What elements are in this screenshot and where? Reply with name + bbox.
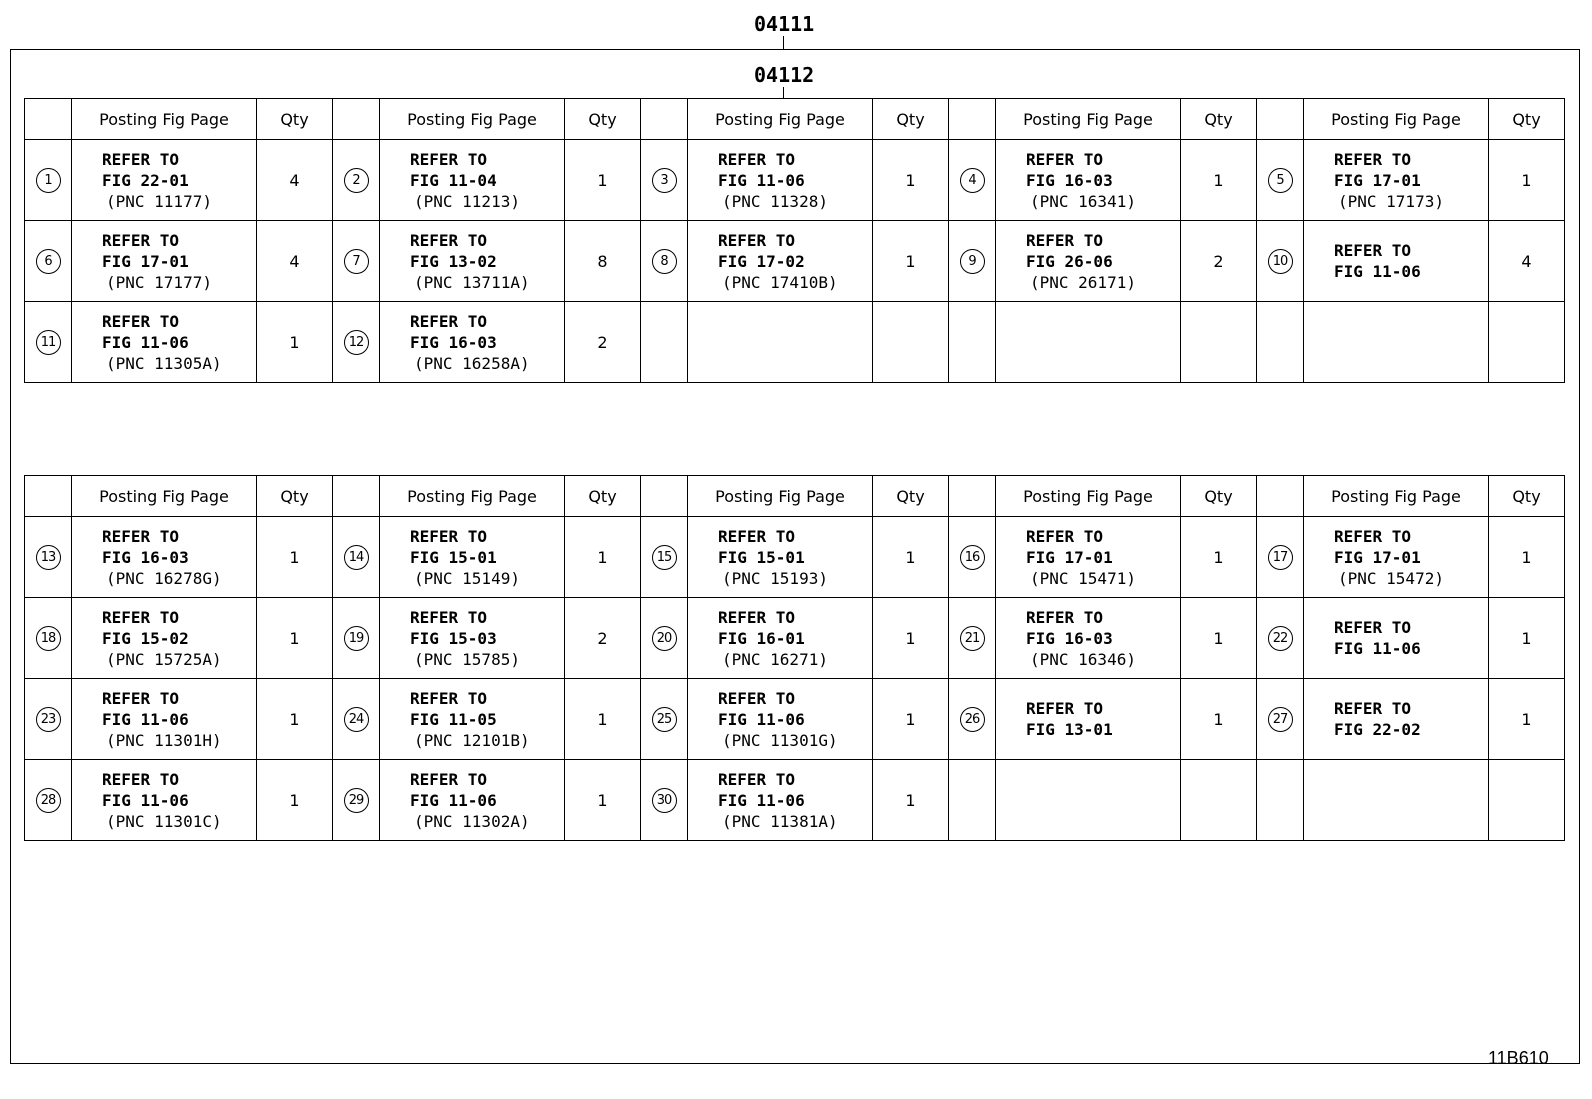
figure-reference [410,769,530,832]
figure-number: FIG 11-06 [102,790,189,810]
figure-number: FIG 16-03 [410,332,497,352]
figure-reference-cell [380,221,565,302]
pnc-number: (PNC 26171) [1030,272,1136,292]
item-number-cell [333,598,380,679]
reference-label: REFER TO [718,769,796,789]
header-blank [949,476,996,517]
item-number-badge: 18 [36,626,61,651]
figure-reference [102,607,222,670]
figure-number: FIG 16-03 [1026,170,1113,190]
figure-number: FIG 15-01 [410,547,497,567]
header-blank [1257,476,1304,517]
figure-reference [410,607,520,670]
item-number-cell [1257,760,1304,841]
pnc-number: (PNC 15193) [722,568,828,588]
item-number-cell [1257,302,1304,383]
quantity-cell: 1 [1181,140,1257,221]
figure-reference [1026,698,1113,740]
quantity-cell: 1 [257,760,333,841]
reference-label: REFER TO [1334,618,1412,637]
quantity-cell: 4 [1489,221,1565,302]
item-number-cell [25,140,72,221]
figure-reference [102,149,212,212]
header-qty: Qty [873,99,949,140]
figure-reference [410,149,520,212]
pnc-number: (PNC 17410B) [722,272,838,292]
pnc-number: (PNC 13711A) [414,272,530,292]
figure-number: FIG 26-06 [1026,251,1113,271]
quantity-cell: 4 [257,221,333,302]
reference-label: REFER TO [718,149,796,169]
item-number-cell [333,679,380,760]
header-fig-page: Posting Fig Page [1304,99,1489,140]
quantity-cell: 1 [1489,598,1565,679]
item-number-cell [1257,598,1304,679]
quantity-cell: 1 [1181,679,1257,760]
header-qty: Qty [257,99,333,140]
quantity-cell: 1 [873,760,949,841]
item-number-cell [949,760,996,841]
item-number-badge: 13 [36,545,61,570]
figure-reference-cell [380,302,565,383]
item-number-cell [1257,221,1304,302]
reference-label: REFER TO [1026,699,1104,718]
figure-reference [1334,698,1421,740]
figure-number: FIG 17-02 [718,251,805,271]
item-number-badge: 2 [344,168,369,193]
item-number-cell [25,221,72,302]
reference-label: REFER TO [1334,149,1412,169]
reference-label: REFER TO [410,769,488,789]
quantity-cell: 1 [565,517,641,598]
quantity-cell: 1 [565,679,641,760]
header-fig-page: Posting Fig Page [688,476,873,517]
item-number-cell [641,302,688,383]
pnc-number: (PNC 11302A) [414,811,530,831]
item-number-cell [333,221,380,302]
figure-reference-cell [996,679,1181,760]
figure-reference-cell [72,302,257,383]
figure-reference-cell [72,140,257,221]
item-number-cell [949,221,996,302]
quantity-cell: 4 [257,140,333,221]
figure-reference-cell [380,598,565,679]
item-number-badge: 20 [652,626,677,651]
pnc-number: (PNC 16346) [1030,649,1136,669]
item-number-cell [949,679,996,760]
figure-number: FIG 15-01 [718,547,805,567]
figure-reference [410,230,530,293]
reference-label: REFER TO [718,230,796,250]
figure-number: FIG 11-06 [718,709,805,729]
figure-reference-cell [1304,302,1489,383]
figure-reference-cell [380,140,565,221]
figure-number: FIG 17-01 [1026,547,1113,567]
header-blank [641,476,688,517]
figure-reference-cell [996,221,1181,302]
figure-reference-cell [72,679,257,760]
figure-reference [1334,617,1421,659]
item-number-cell [333,517,380,598]
item-number-badge: 23 [36,707,61,732]
figure-reference [718,149,828,212]
item-number-badge: 26 [960,707,985,732]
item-number-badge: 3 [652,168,677,193]
pnc-number: (PNC 11301H) [106,730,222,750]
figure-number: FIG 11-06 [410,790,497,810]
quantity-cell [1489,760,1565,841]
reference-label: REFER TO [1026,526,1104,546]
figure-reference-cell [1304,140,1489,221]
header-qty: Qty [1181,476,1257,517]
pnc-number: (PNC 12101B) [414,730,530,750]
item-number-cell [949,517,996,598]
pnc-number: (PNC 16271) [722,649,828,669]
quantity-cell: 1 [565,760,641,841]
reference-label: REFER TO [410,230,488,250]
reference-label: REFER TO [1026,230,1104,250]
item-number-badge: 7 [344,249,369,274]
quantity-cell: 1 [1489,517,1565,598]
figure-reference [102,769,222,832]
figure-reference [1334,149,1444,212]
figure-number: FIG 16-01 [718,628,805,648]
figure-reference-cell [996,598,1181,679]
figure-reference-cell [688,679,873,760]
figure-reference-cell [688,221,873,302]
reference-label: REFER TO [102,526,180,546]
figure-reference [410,311,530,374]
figure-number: FIG 13-01 [1026,720,1113,739]
quantity-cell: 1 [873,221,949,302]
item-number-cell [641,517,688,598]
header-blank [25,99,72,140]
parts-table-bottom [24,475,1565,841]
figure-number: FIG 17-01 [1334,170,1421,190]
item-number-badge: 27 [1268,707,1293,732]
reference-label: REFER TO [718,607,796,627]
figure-reference-cell [688,140,873,221]
figure-number: FIG 17-01 [102,251,189,271]
figure-reference [1334,526,1444,589]
reference-label: REFER TO [410,607,488,627]
item-number-cell [641,221,688,302]
quantity-cell: 1 [873,598,949,679]
figure-number: FIG 11-04 [410,170,497,190]
reference-label: REFER TO [410,688,488,708]
figure-reference [102,688,222,751]
figure-reference-cell [1304,760,1489,841]
figure-reference [102,230,212,293]
pnc-number: (PNC 11213) [414,191,520,211]
figure-reference [1026,149,1136,212]
item-number-cell [641,760,688,841]
header-fig-page: Posting Fig Page [72,99,257,140]
pnc-number: (PNC 15149) [414,568,520,588]
quantity-cell: 1 [257,598,333,679]
quantity-cell: 1 [257,302,333,383]
reference-label: REFER TO [102,769,180,789]
figure-number: FIG 15-02 [102,628,189,648]
reference-label: REFER TO [102,688,180,708]
pnc-number: (PNC 11177) [106,191,212,211]
pnc-number: (PNC 11381A) [722,811,838,831]
header-fig-page: Posting Fig Page [1304,476,1489,517]
pnc-number: (PNC 15472) [1338,568,1444,588]
quantity-cell: 2 [1181,221,1257,302]
figure-reference-cell [996,302,1181,383]
item-number-cell [949,598,996,679]
figure-reference-cell [688,517,873,598]
assembly-code-sub: 04112 [754,63,815,87]
assembly-code-main: 04111 [754,12,815,36]
item-number-badge: 1 [36,168,61,193]
item-number-badge: 12 [344,330,369,355]
figure-number: FIG 22-01 [102,170,189,190]
item-number-cell [25,598,72,679]
pnc-number: (PNC 16278G) [106,568,222,588]
header-blank [333,476,380,517]
item-number-cell [25,302,72,383]
leader-line-main [783,36,784,49]
header-qty: Qty [257,476,333,517]
item-number-cell [1257,140,1304,221]
item-number-cell [25,679,72,760]
figure-reference [410,688,530,751]
quantity-cell: 1 [873,679,949,760]
item-number-badge: 10 [1268,249,1293,274]
item-number-cell [25,760,72,841]
figure-reference [718,769,838,832]
figure-reference-cell [996,140,1181,221]
item-number-cell [333,140,380,221]
quantity-cell: 2 [565,598,641,679]
pnc-number: (PNC 16258A) [414,353,530,373]
item-number-badge: 16 [960,545,985,570]
pnc-number: (PNC 11328) [722,191,828,211]
figure-reference [102,311,222,374]
header-blank [25,476,72,517]
quantity-cell: 1 [1181,598,1257,679]
figure-number: FIG 17-01 [1334,547,1421,567]
reference-label: REFER TO [102,230,180,250]
pnc-number: (PNC 15471) [1030,568,1136,588]
header-qty: Qty [873,476,949,517]
item-number-badge: 5 [1268,168,1293,193]
header-fig-page: Posting Fig Page [996,99,1181,140]
header-qty: Qty [1489,99,1565,140]
figure-reference [1026,607,1136,670]
figure-number: FIG 16-03 [102,547,189,567]
pnc-number: (PNC 17173) [1338,191,1444,211]
quantity-cell: 1 [1489,140,1565,221]
pnc-number: (PNC 17177) [106,272,212,292]
header-fig-page: Posting Fig Page [688,99,873,140]
item-number-badge: 29 [344,788,369,813]
figure-reference [1026,526,1136,589]
header-blank [641,99,688,140]
reference-label: REFER TO [102,607,180,627]
figure-number: FIG 11-06 [718,170,805,190]
quantity-cell: 1 [1181,517,1257,598]
pnc-number: (PNC 16341) [1030,191,1136,211]
header-qty: Qty [1181,99,1257,140]
header-blank [1257,99,1304,140]
header-fig-page: Posting Fig Page [380,476,565,517]
figure-reference [102,526,222,589]
item-number-badge: 17 [1268,545,1293,570]
item-number-badge: 9 [960,249,985,274]
header-blank [949,99,996,140]
item-number-badge: 24 [344,707,369,732]
item-number-cell [641,140,688,221]
reference-label: REFER TO [410,526,488,546]
header-qty: Qty [565,99,641,140]
header-fig-page: Posting Fig Page [72,476,257,517]
figure-reference-cell [72,517,257,598]
figure-reference-cell [380,679,565,760]
item-number-cell [1257,517,1304,598]
pnc-number: (PNC 11301C) [106,811,222,831]
reference-label: REFER TO [410,149,488,169]
figure-reference [718,526,828,589]
quantity-cell [1489,302,1565,383]
item-number-badge: 25 [652,707,677,732]
item-number-cell [949,302,996,383]
figure-reference-cell [688,760,873,841]
header-qty: Qty [565,476,641,517]
item-number-cell [1257,679,1304,760]
quantity-cell: 1 [1489,679,1565,760]
figure-reference-cell [996,760,1181,841]
parts-table-top [24,98,1565,383]
reference-label: REFER TO [718,688,796,708]
figure-reference-cell [1304,598,1489,679]
figure-reference-cell [688,598,873,679]
item-number-badge: 15 [652,545,677,570]
item-number-badge: 14 [344,545,369,570]
illustration-number: 11B610 [1488,1048,1549,1068]
figure-reference-cell [688,302,873,383]
reference-label: REFER TO [1334,526,1412,546]
quantity-cell: 1 [257,517,333,598]
reference-label: REFER TO [718,526,796,546]
figure-reference-cell [72,221,257,302]
item-number-badge: 21 [960,626,985,651]
figure-reference-cell [380,760,565,841]
reference-label: REFER TO [1334,241,1412,260]
figure-reference-cell [72,598,257,679]
reference-label: REFER TO [1026,607,1104,627]
figure-reference [718,230,838,293]
figure-reference [410,526,520,589]
pnc-number: (PNC 11301G) [722,730,838,750]
figure-reference-cell [1304,679,1489,760]
figure-number: FIG 11-06 [1334,639,1421,658]
figure-number: FIG 11-06 [102,709,189,729]
header-fig-page: Posting Fig Page [380,99,565,140]
figure-number: FIG 22-02 [1334,720,1421,739]
figure-reference-cell [1304,517,1489,598]
header-blank [333,99,380,140]
figure-number: FIG 13-02 [410,251,497,271]
figure-number: FIG 11-06 [1334,262,1421,281]
pnc-number: (PNC 11305A) [106,353,222,373]
figure-reference [1026,230,1136,293]
figure-reference-cell [72,760,257,841]
figure-number: FIG 11-05 [410,709,497,729]
figure-reference [718,607,828,670]
figure-reference-cell [380,517,565,598]
figure-reference [1334,240,1421,282]
item-number-cell [641,679,688,760]
item-number-badge: 28 [36,788,61,813]
pnc-number: (PNC 15725A) [106,649,222,669]
quantity-cell [873,302,949,383]
quantity-cell [1181,302,1257,383]
item-number-badge: 4 [960,168,985,193]
header-fig-page: Posting Fig Page [996,476,1181,517]
figure-reference-cell [996,517,1181,598]
item-number-badge: 6 [36,249,61,274]
item-number-cell [333,302,380,383]
reference-label: REFER TO [102,311,180,331]
reference-label: REFER TO [1026,149,1104,169]
quantity-cell: 8 [565,221,641,302]
item-number-badge: 22 [1268,626,1293,651]
item-number-badge: 30 [652,788,677,813]
item-number-cell [949,140,996,221]
reference-label: REFER TO [410,311,488,331]
figure-number: FIG 11-06 [102,332,189,352]
item-number-badge: 8 [652,249,677,274]
figure-reference [718,688,838,751]
figure-number: FIG 15-03 [410,628,497,648]
pnc-number: (PNC 15785) [414,649,520,669]
quantity-cell [1181,760,1257,841]
figure-number: FIG 11-06 [718,790,805,810]
reference-label: REFER TO [102,149,180,169]
item-number-cell [333,760,380,841]
item-number-cell [25,517,72,598]
item-number-cell [641,598,688,679]
quantity-cell: 1 [257,679,333,760]
figure-reference-cell [1304,221,1489,302]
figure-number: FIG 16-03 [1026,628,1113,648]
quantity-cell: 1 [873,517,949,598]
reference-label: REFER TO [1334,699,1412,718]
item-number-badge: 19 [344,626,369,651]
quantity-cell: 1 [565,140,641,221]
quantity-cell: 2 [565,302,641,383]
quantity-cell: 1 [873,140,949,221]
header-qty: Qty [1489,476,1565,517]
item-number-badge: 11 [36,330,61,355]
